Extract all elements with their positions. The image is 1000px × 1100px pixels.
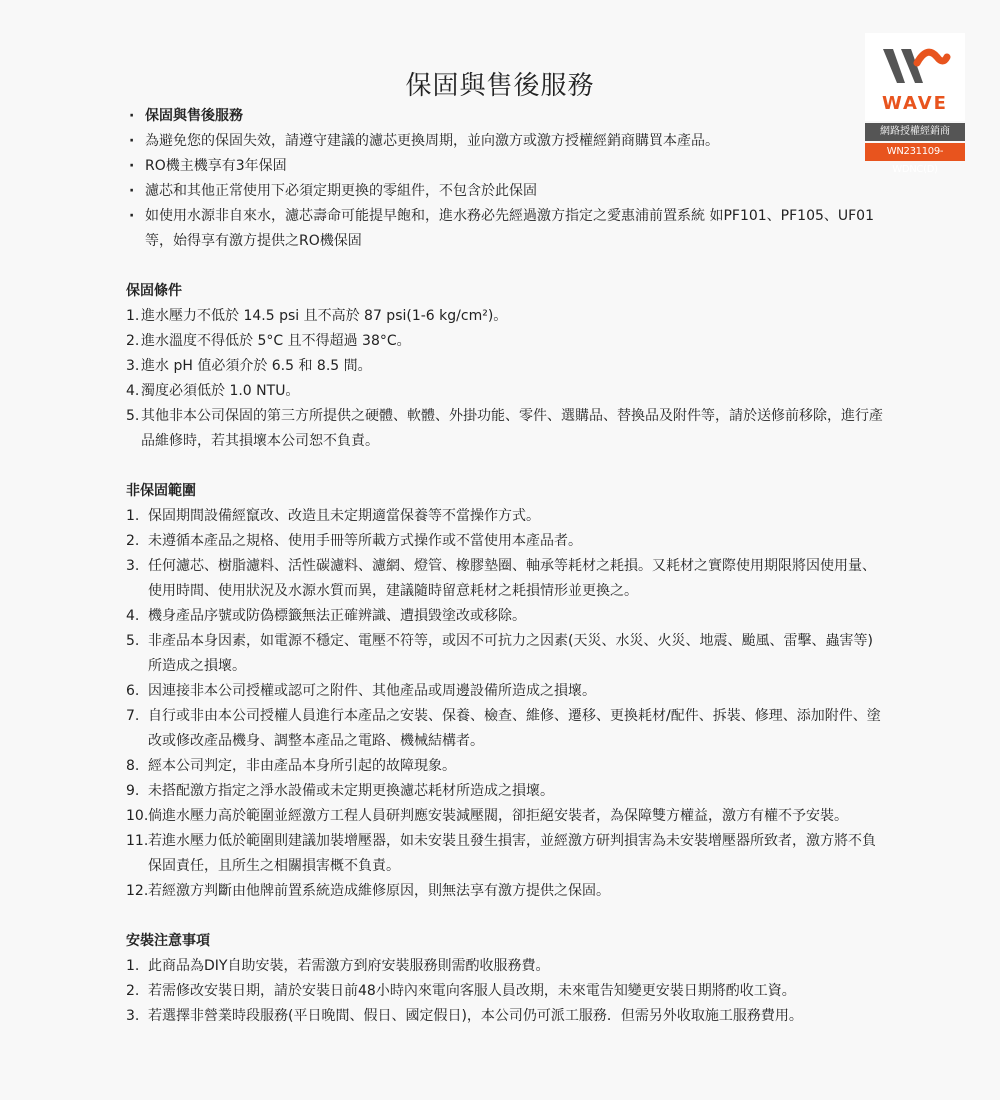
wave-logo-mark-icon [879,43,951,87]
list-item: 9. 未搭配激方指定之淨水設備或未定期更換濾芯耗材所造成之損壞。 [126,783,554,799]
list-item: 3. 進水 pH 值必須介於 6.5 和 8.5 間。 [126,358,372,374]
non-warranty-section [126,479,886,904]
list-item: 2. 未遵循本產品之規格、使用手冊等所載方式操作或不當使用本產品者。 [126,533,582,549]
list-item: · 濾芯和其他正常使用下必須定期更換的零組件，不包含於此保固 [126,179,886,204]
page-title: 保固與售後服務 [405,71,595,102]
list-item: 2. 進水溫度不得低於 5°C 且不得超過 38°C。 [126,333,411,349]
installation-section [126,929,886,1029]
list-item: 4. 機身產品序號或防偽標籤無法正確辨識、遭損毀塗改或移除。 [126,608,526,624]
section-heading: 非保固範圍 [126,483,196,499]
list-item: 3. 若選擇非營業時段服務(平日晚間、假日、國定假日)，本公司仍可派工服務．但需另外收取施工服務費用。 [126,1008,803,1024]
list-item: 1. 保固期間設備經竄改、改造且未定期適當保養等不當操作方式。 [126,508,540,524]
dealer-label: 網路授權經銷商 [865,123,965,141]
list-item: 2. 若需修改安裝日期，請於安裝日前48小時內來電向客服人員改期，未來電告知變更安裝日期將酌收工資。 [126,983,796,999]
list-item: 10. 倘進水壓力高於範圍並經激方工程人員研判應安裝減壓閥，卻拒絕安裝者，為保障雙方權益，激方有權不予安裝。 [126,808,848,824]
list-item: · 如使用水源非自來水，濾芯壽命可能提早飽和，進水務必先經過激方指定之愛惠浦前置系統 如PF101、PF105、UF01等，始得享有激方提供之RO機保固 [126,204,886,254]
list-item: 5. 其他非本公司保固的第三方所提供之硬體、軟體、外掛功能、零件、選購品、替換品及附件等，請於送修前移除，進行產品維修時，若其損壞本公司恕不負責。 [126,408,883,449]
list-item: · 保固與售後服務 [126,104,886,129]
section-heading: 保固條件 [126,283,182,299]
list-item: 4. 濁度必須低於 1.0 NTU。 [126,383,300,399]
warranty-conditions-section [126,279,886,454]
list-item: 12. 若經激方判斷由他牌前置系統造成維修原因，則無法享有激方提供之保固。 [126,883,610,899]
list-item: 1. 此商品為DIY自助安裝，若需激方到府安裝服務則需酌收服務費。 [126,958,550,974]
section-heading: 安裝注意事項 [126,933,210,949]
list-item: · 為避免您的保固失效，請遵守建議的濾芯更換周期，並向激方或激方授權經銷商購買本產品。 [126,129,886,154]
list-item: 5. 非產品本身因素，如電源不穩定、電壓不符等，或因不可抗力之因素(天災、水災、火災、地震、颱風、雷擊、蟲害等)所造成之損壞。 [126,633,873,674]
list-item: 1. 進水壓力不低於 14.5 psi 且不高於 87 psi(1-6 kg/cm²)。 [126,308,508,324]
non-warranty-list [126,504,886,904]
document-body [126,104,886,1029]
intro-bullet-list [126,104,886,254]
list-item: 11. 若進水壓力低於範圍則建議加裝增壓器，如未安裝且發生損害，並經激方研判損害為未安裝增壓器所致者，激方將不負保固責任，且所生之相關損害概不負責。 [126,833,876,874]
list-item: 3. 任何濾芯、樹脂濾料、活性碳濾料、濾網、燈管、橡膠墊圈、軸承等耗材之耗損。又耗材之實際使用期限將因使用量、使用時間、使用狀況及水源水質而異，建議隨時留意耗材之耗損情形並更換之。 [126,558,876,599]
list-item: 7. 自行或非由本公司授權人員進行本產品之安裝、保養、檢查、維修、遷移、更換耗材/配件、拆裝、修理、添加附件、塗改或修改產品機身、調整本產品之電路、機械結構者。 [126,708,881,749]
warranty-conditions-list [126,304,886,454]
installation-list [126,954,886,1029]
list-item: 8. 經本公司判定，非由產品本身所引起的故障現象。 [126,758,456,774]
list-item: 6. 因連接非本公司授權或認可之附件、其他產品或周邊設備所造成之損壞。 [126,683,596,699]
dealer-code: WN231109-WDNC(D) [865,143,965,161]
wave-logo-text: WAVE [882,93,948,114]
list-item: · RO機主機享有3年保固 [126,154,886,179]
